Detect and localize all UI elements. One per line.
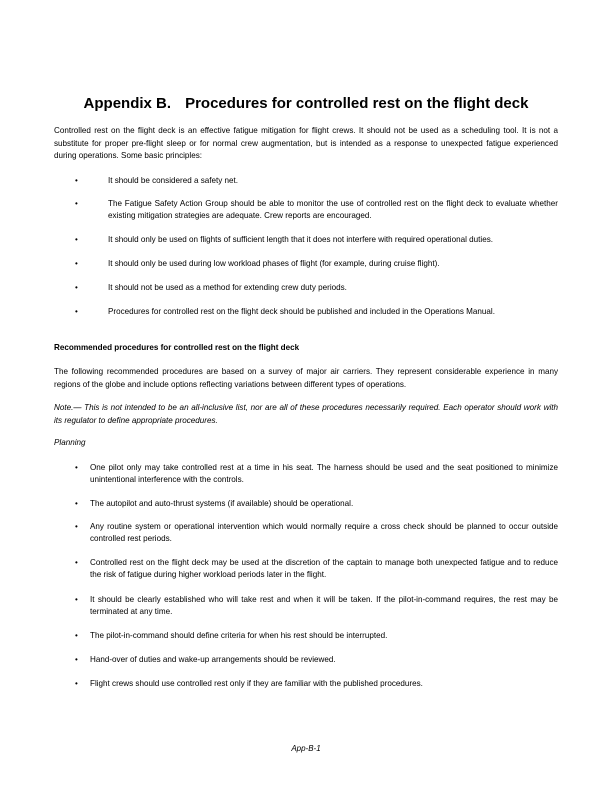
page-title [0, 95, 612, 112]
bullet-icon: • [75, 679, 78, 688]
list-item-text: The Fatigue Safety Action Group should be able to monitor the use of controlled rest on the flight deck to evaluate whether existing mitigation strategies are adequate. Crew reports are encouraged. [108, 199, 558, 220]
list-item-text: Hand-over of duties and wake-up arrangements should be reviewed. [90, 655, 336, 664]
bullet-icon: • [75, 283, 78, 292]
bullet-icon: • [75, 463, 78, 472]
bullet-icon: • [75, 595, 78, 604]
list-item-text: It should not be used as a method for extending crew duty periods. [108, 283, 347, 292]
bullet-icon: • [75, 259, 78, 268]
bullet-icon: • [75, 631, 78, 640]
section-heading: Recommended procedures for controlled rest on the flight deck [54, 343, 300, 352]
list-item-text: It should be considered a safety net. [108, 176, 239, 185]
list-item-text: It should be clearly established who will take rest and when it will be taken. If the pilot-in-command requires, the rest may be terminated at any time. [90, 595, 558, 616]
intro-paragraph: Controlled rest on the flight deck is an effective fatigue mitigation for flight crews. It should not be used as a scheduling tool. It is not a substitute for proper pre-flight sleep or for normal crew augmentation, but is intended as a response to unexpected fatigue experienced during operations. Some basic principles: [54, 126, 558, 161]
list-item-text: It should only be used during low workload phases of flight (for example, during cruise flight). [108, 259, 440, 268]
bullet-icon: • [75, 499, 78, 508]
note-paragraph: Note.— This is not intended to be an all-inclusive list, nor are all of these procedures necessarily required. Each operator should work with its regulator to define appropriate procedures. [54, 403, 558, 425]
planning-heading: Planning [54, 438, 86, 447]
list-item-text: Any routine system or operational intervention which would normally require a cross check should be planned to occur outside controlled rest periods. [90, 522, 558, 543]
list-item-text: It should only be used on flights of sufficient length that it does not interfere with required operational duties. [108, 235, 493, 244]
bullet-icon: • [75, 199, 78, 208]
list-item-text: Flight crews should use controlled rest only if they are familiar with the published procedures. [90, 679, 423, 688]
appendix-label: Appendix B. [83, 95, 172, 112]
page-number: App-B-1 [291, 744, 321, 753]
list-item-text: Procedures for controlled rest on the flight deck should be published and included in the Operations Manual. [108, 307, 495, 316]
list-item-text: The autopilot and auto-thrust systems (if available) should be operational. [90, 499, 354, 508]
list-item-text: The pilot-in-command should define criteria for when his rest should be interrupted. [90, 631, 388, 640]
bullet-icon: • [75, 307, 78, 316]
bullet-icon: • [75, 176, 78, 185]
bullet-icon: • [75, 522, 78, 531]
list-item-text: Controlled rest on the flight deck may be used at the discretion of the captain to manage both unexpected fatigue and to reduce the risk of fatigue during higher workload periods later in the flight. [90, 558, 558, 579]
recommended-paragraph: The following recommended procedures are based on a survey of major air carriers. They represent considerable experience in many regions of the globe and include options reflecting variations between different types of operations. [54, 367, 558, 389]
title-text: Procedures for controlled rest on the flight deck [185, 95, 529, 112]
bullet-icon: • [75, 235, 78, 244]
bullet-icon: • [75, 655, 78, 664]
list-item-text: One pilot only may take controlled rest at a time in his seat. The harness should be used and the seat positioned to minimize unintentional interference with the controls. [90, 463, 558, 484]
bullet-icon: • [75, 558, 78, 567]
